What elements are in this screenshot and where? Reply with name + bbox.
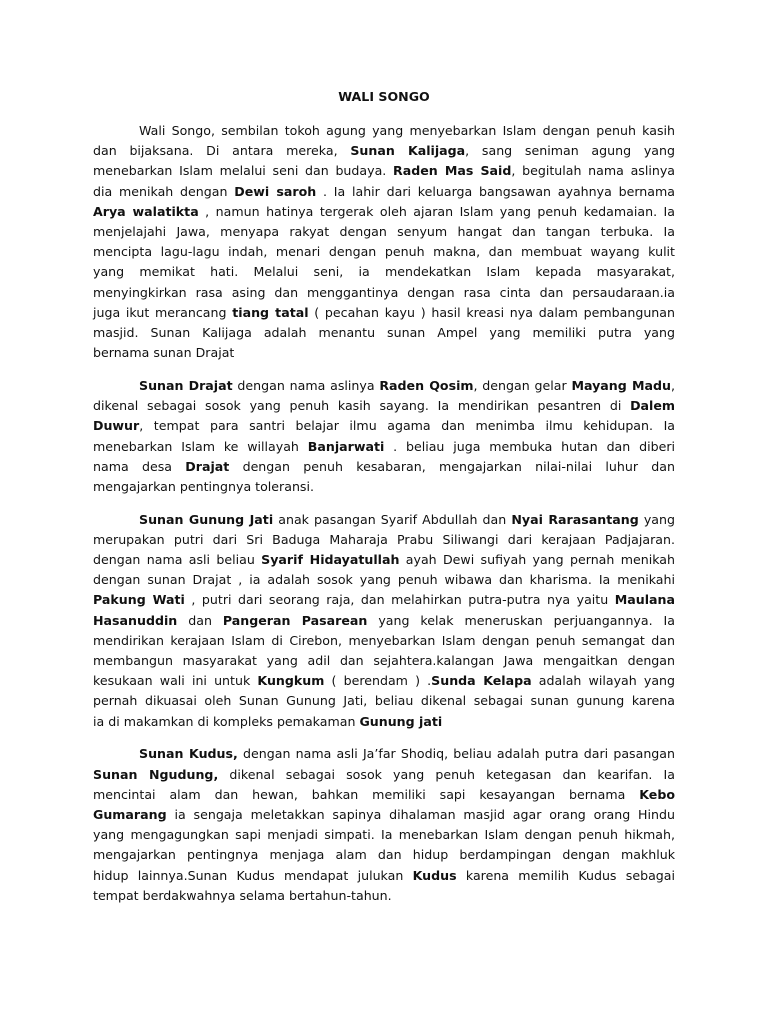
text-run: , sang seniman agung yang (465, 143, 676, 159)
text-run: yang memikat hati. Melalui seni, ia mendekatkan Islam kepada masyarakat, (93, 264, 675, 280)
text-line (93, 631, 675, 651)
bold-term: Raden Qosim (379, 377, 474, 393)
text-run: . Ia lahir dari keluarga bangsawan ayahnya bernama (316, 183, 675, 199)
text-run: mengajarkan pentingnya toleransi. (93, 478, 314, 494)
text-run: dikenal sebagai sosok yang penuh ketegasan dan kearifan. Ia (218, 766, 675, 782)
text-line (93, 570, 675, 590)
text-run: , tempat para santri belajar ilmu agama dan menimba ilmu kehidupan. Ia (139, 418, 675, 434)
text-line (93, 651, 675, 671)
text-line (93, 202, 675, 222)
text-run: hidup lainnya.Sunan Kudus mendapat julukan (93, 867, 413, 883)
bold-term: Sunan Gunung Jati (139, 511, 274, 527)
bold-term: Arya walatikta (93, 203, 199, 219)
text-run: mencipta lagu-lagu indah, menari dengan penuh makna, dan membuat wayang kulit (93, 244, 675, 260)
text-line (93, 805, 675, 825)
text-run: ( berendam ) . (324, 673, 432, 689)
text-line (93, 785, 675, 805)
text-run: menjelajahi Jawa, menyapa rakyat dengan senyum hangat dan tangan terbuka. Ia (93, 224, 675, 240)
text-run: dia menikah dengan (93, 183, 235, 199)
paragraph (93, 121, 675, 363)
text-run: dan bijaksana. Di antara mereka, (93, 143, 351, 159)
text-line (93, 886, 675, 906)
text-run: karena memilih Kudus sebagai (456, 867, 675, 883)
text-line (93, 744, 675, 764)
bold-term: Kudus (412, 867, 457, 883)
text-line (93, 457, 675, 477)
text-run: yang (638, 511, 675, 527)
text-line (93, 510, 675, 530)
text-line (93, 416, 675, 436)
text-run: adalah wilayah yang (531, 673, 676, 689)
bold-term: Dewi saroh (234, 183, 317, 199)
bold-term: Maulana (614, 592, 676, 608)
bold-term: Sunan Drajat (139, 377, 233, 393)
text-run: ia di makamkan di kompleks pemakaman (93, 713, 360, 729)
bold-term: Raden Mas Said (393, 163, 512, 179)
bold-term: Dalem (630, 398, 675, 414)
text-run: mendirikan kerajaan Islam di Cirebon, menyebarkan Islam dengan penuh semangat dan (93, 632, 675, 648)
bold-term: Banjarwati (307, 438, 385, 454)
text-run: yang mengagungkan sapi menjadi simpati. Ia menebarkan Islam dengan penuh hikmah, (93, 827, 675, 843)
text-line (93, 141, 675, 161)
text-run: ( pecahan kayu ) hasil kreasi nya dalam pembangunan (308, 304, 675, 320)
text-run: dikenal sebagai sosok yang penuh kasih sayang. Ia mendirikan pesantren di (93, 398, 631, 414)
text-line (93, 590, 675, 610)
text-line (93, 222, 675, 242)
text-run: . beliau juga membuka hutan dan diberi (384, 438, 676, 454)
bold-term: Sunda Kelapa (431, 673, 532, 689)
text-line (93, 611, 675, 631)
text-run: kesukaan wali ini untuk (93, 673, 258, 689)
bold-term: Sunan Kalijaga (350, 143, 466, 159)
text-line (93, 845, 675, 865)
text-run: Wali Songo, sembilan tokoh agung yang menyebarkan Islam dengan penuh kasih (139, 123, 675, 138)
paragraph (93, 744, 675, 906)
text-run: dengan nama asli Ja’far Shodiq, beliau adalah putra dari pasangan (237, 746, 675, 762)
text-run: dengan nama aslinya (232, 377, 380, 393)
bold-term: Sunan Ngudung, (93, 766, 219, 782)
paragraph (93, 376, 675, 497)
bold-term: tiang tatal (232, 304, 309, 320)
bold-term: Hasanuddin (93, 612, 178, 628)
text-line (93, 161, 675, 181)
text-run: yang kelak meneruskan perjuangannya. Ia (367, 612, 675, 628)
bold-term: Gumarang (93, 807, 167, 822)
text-run: menebarkan Islam ke willayah (93, 438, 308, 454)
text-run: dengan nama asli beliau (93, 552, 262, 568)
text-run: dengan penuh kesabaran, mengajarkan nilai-nilai luhur dan (229, 458, 675, 474)
text-line (93, 121, 675, 141)
text-line (93, 530, 675, 550)
text-line (93, 437, 675, 457)
bold-term: Sunan Kudus, (139, 746, 238, 762)
bold-term: Syarif Hidayatullah (261, 552, 400, 568)
text-run: ia sengaja meletakkan sapinya dihalaman masjid agar orang orang Hindu (166, 807, 675, 822)
text-line (93, 712, 675, 732)
text-line (93, 396, 675, 416)
text-run: merupakan putri dari Sri Baduga Maharaja Prabu Siliwangi dari kerajaan Padjajaran. (93, 531, 675, 547)
text-line (93, 303, 675, 323)
text-run: menebarkan Islam melalui seni dan budaya. (93, 163, 394, 179)
text-run: bernama sunan Drajat (93, 345, 235, 361)
bold-term: Mayang Madu (571, 377, 671, 393)
document-body (93, 87, 675, 919)
text-run: menyingkirkan rasa asing dan menggantinya dengan rasa cinta dan persaudaraan.ia (93, 284, 675, 300)
text-run: masjid. Sunan Kalijaga adalah menantu sunan Ampel yang memiliki putra yang (93, 325, 675, 341)
bold-term: Gunung jati (359, 713, 443, 729)
document-title: WALI SONGO (338, 89, 430, 104)
bold-term: Pangeran Pasarean (222, 612, 368, 628)
text-run: , begitulah nama aslinya (511, 163, 675, 179)
text-run: anak pasangan Syarif Abdullah dan (273, 511, 512, 527)
paragraph (93, 510, 675, 732)
text-line (93, 182, 675, 202)
text-line (93, 262, 675, 282)
text-run: nama desa (93, 458, 186, 474)
text-line (93, 671, 675, 691)
bold-term: Kungkum (257, 673, 325, 689)
text-run: , dengan gelar (473, 377, 572, 393)
text-run: membangun masyarakat yang adil dan sejahtera.kalangan Jawa mengaitkan dengan (93, 653, 675, 669)
body-text (93, 121, 675, 906)
text-line (93, 477, 675, 497)
text-run: , putri dari seorang raja, dan melahirkan putra-putra nya yaitu (184, 592, 615, 608)
text-line (93, 825, 675, 845)
text-line (93, 376, 675, 396)
text-line (93, 283, 675, 303)
text-run: , (670, 377, 675, 393)
text-run: tempat berdakwahnya selama bertahun-tahun. (93, 887, 392, 903)
text-run: juga ikut merancang (93, 304, 233, 320)
text-run: dan (177, 612, 223, 628)
bold-term: Kebo (639, 786, 675, 802)
text-run: , namun hatinya tergerak oleh ajaran Islam yang penuh kedamaian. Ia (198, 203, 675, 219)
text-line (93, 242, 675, 262)
text-line (93, 765, 675, 785)
bold-term: Nyai Rarasantang (511, 511, 639, 527)
text-run: mengajarkan pentingnya menjaga alam dan hidup berdampingan dengan makhluk (93, 847, 675, 863)
text-run: pernah dikuasai oleh Sunan Gunung Jati, beliau dikenal sebagai sunan gunung karena (93, 693, 675, 709)
text-line (93, 866, 675, 886)
text-line (93, 550, 675, 570)
text-line (93, 323, 675, 343)
text-run: dengan sunan Drajat , ia adalah sosok yang penuh wibawa dan kharisma. Ia menikahi (93, 572, 675, 588)
text-run: ayah Dewi sufiyah yang pernah menikah (399, 552, 675, 568)
text-line (93, 343, 675, 363)
bold-term: Pakung Wati (93, 592, 185, 608)
text-run: mencintai alam dan hewan, bahkan memiliki sapi kesayangan bernama (93, 786, 640, 802)
bold-term: Duwur (93, 418, 140, 434)
text-line (93, 691, 675, 711)
bold-term: Drajat (185, 458, 230, 474)
